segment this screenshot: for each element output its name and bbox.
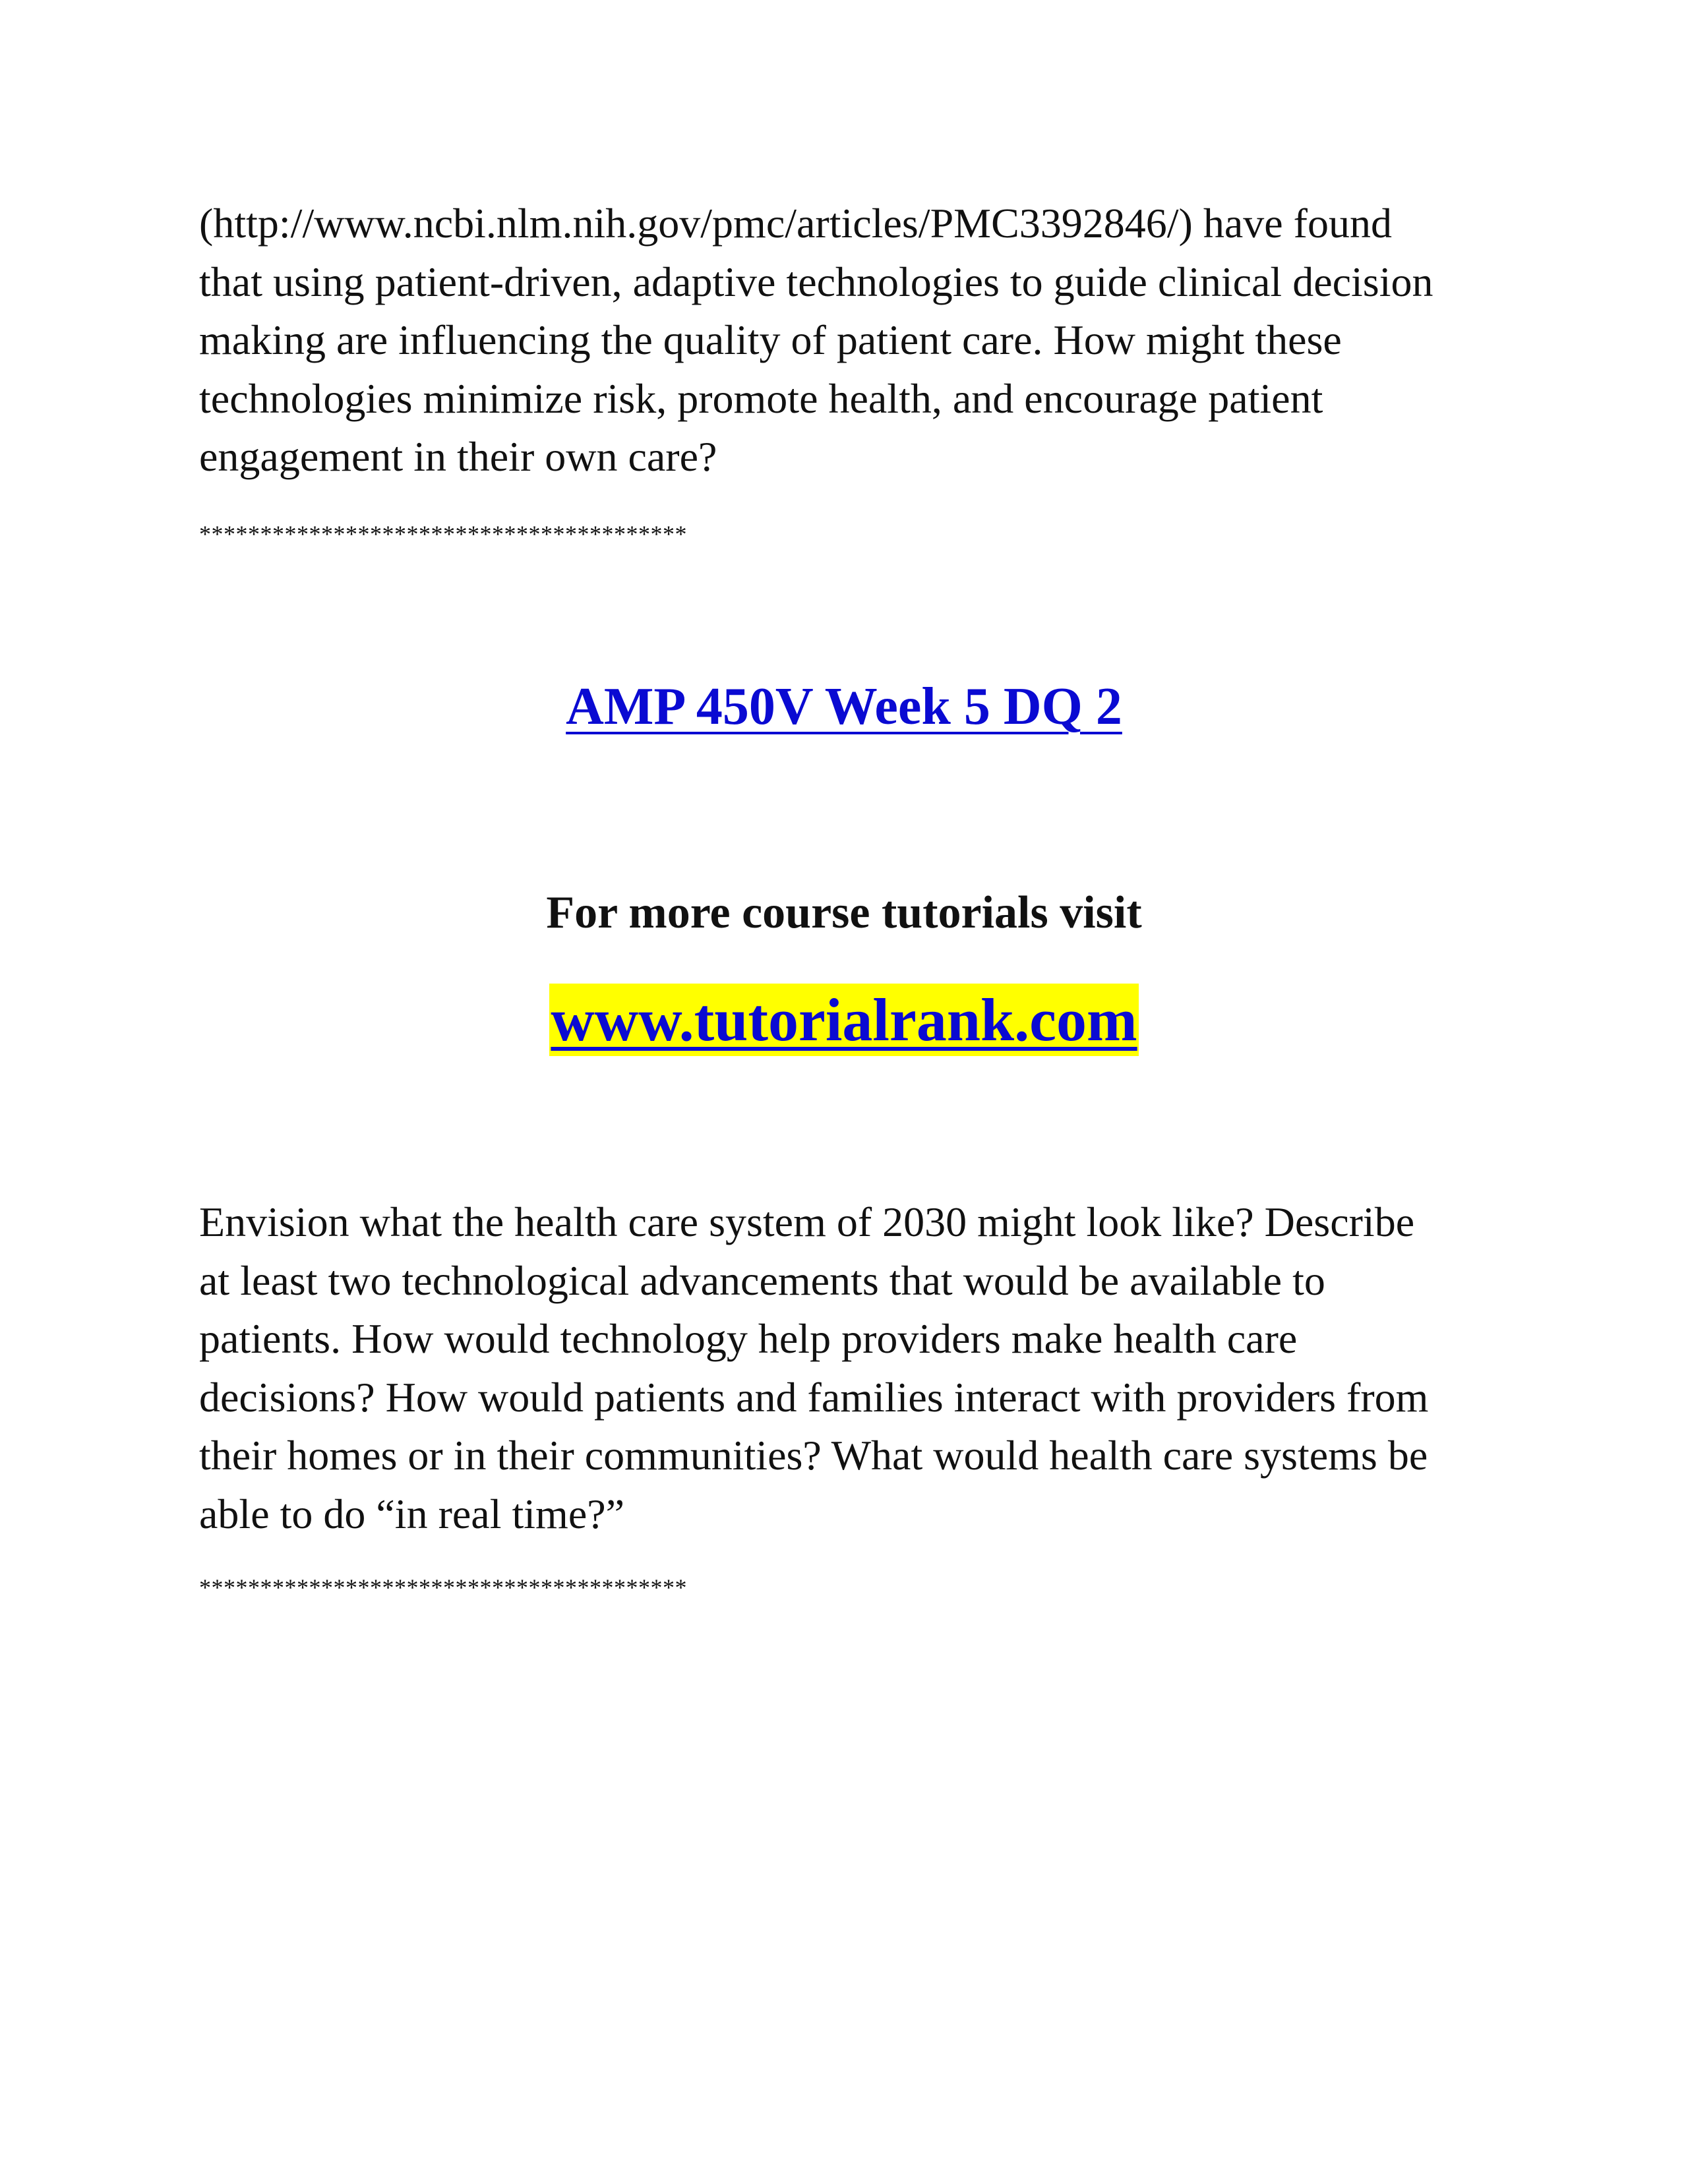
- course-heading-link[interactable]: AMP 450V Week 5 DQ 2: [566, 678, 1122, 736]
- question-line: their homes or in their communities? What would health care systems be: [199, 1432, 1428, 1479]
- site-link-wrapper: [0, 984, 1688, 1056]
- question-line: able to do “in real time?”: [199, 1490, 625, 1537]
- separator-bottom: ****************************************: [199, 1574, 687, 1601]
- site-link[interactable]: www.tutorialrank.com: [549, 984, 1138, 1056]
- promo-text: For more course tutorials visit: [546, 887, 1142, 938]
- intro-line: engagement in their own care?: [199, 433, 717, 480]
- separator-top: ****************************************: [199, 521, 687, 547]
- intro-line: making are influencing the quality of patient care. How might these: [199, 316, 1342, 363]
- question-paragraph: [199, 1193, 1531, 1543]
- intro-line: (http://www.ncbi.nlm.nih.gov/pmc/articles/PMC3392846/) have found: [199, 200, 1392, 247]
- question-line: patients. How would technology help providers make health care: [199, 1315, 1298, 1362]
- question-line: decisions? How would patients and families interact with providers from: [199, 1373, 1429, 1421]
- intro-line: that using patient-driven, adaptive technologies to guide clinical decision: [199, 258, 1433, 305]
- intro-line: technologies minimize risk, promote health, and encourage patient: [199, 374, 1323, 422]
- intro-paragraph: [199, 194, 1531, 487]
- course-heading: [0, 674, 1688, 740]
- question-line: at least two technological advancements that would be available to: [199, 1256, 1325, 1304]
- question-line: Envision what the health care system of 2030 might look like? Describe: [199, 1198, 1415, 1245]
